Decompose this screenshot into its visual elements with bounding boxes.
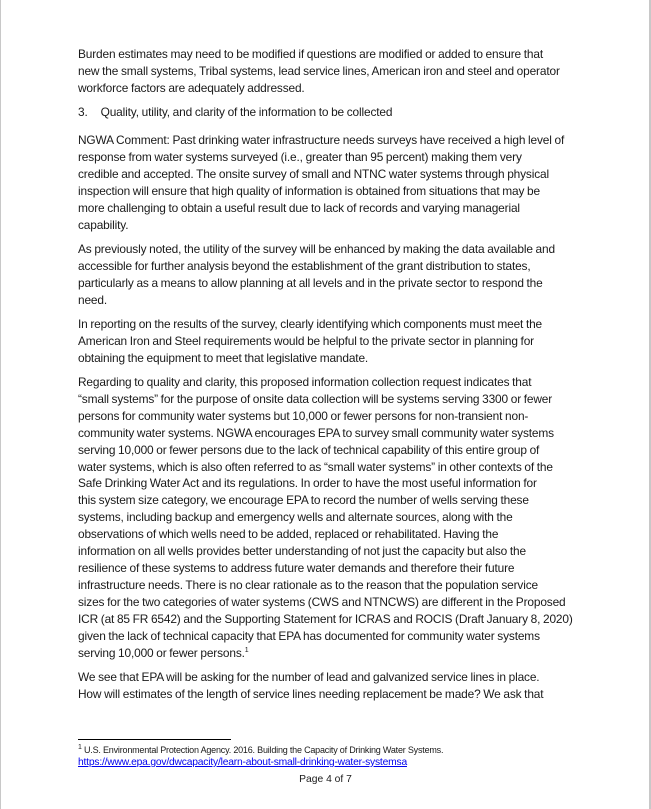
text-line: response from water systems surveyed (i.e., greater than 95 percent) making them very — [78, 149, 522, 164]
text-line: given the lack of technical capacity that EPA has documented for community water systems — [78, 628, 540, 643]
text-line: sizes for the two categories of water systems (CWS and NTNCWS) are different in the Proposed — [78, 594, 566, 609]
text-line: resilience of these systems to address future water demands and therefore their future — [78, 560, 515, 575]
page-edge-left — [0, 0, 1, 809]
section-title: Quality, utility, and clarity of the information to be collected — [100, 105, 393, 119]
footnote — [78, 744, 443, 769]
text-line: credible and accepted. The onsite survey of small and NTNC water systems through physical — [78, 166, 549, 181]
text-line: “small systems” for the purpose of onsite data collection will be systems serving 3300 or fewer — [78, 391, 553, 406]
text-line: ICR (at 85 FR 6542) and the Supporting Statement for ICRAS and ROCIS (Draft January 8, 2020) — [78, 611, 573, 626]
footnote-separator — [78, 739, 231, 740]
text-line: persons for community water systems but 10,000 or fewer persons for non-transient non- — [78, 408, 529, 423]
text-line: American Iron and Steel requirements would be helpful to the private sector in planning for — [78, 333, 534, 348]
text-line: observations of which wells need to be added, replaced or rehabilitated. Having the — [78, 527, 499, 542]
text-line: infrastructure needs. There is no clear rationale as to the reason that the population service — [78, 577, 538, 592]
text-line: inspection will ensure that high quality of information is obtained from situations that may be — [78, 183, 540, 198]
text-line: systems, including backup and emergency wells and alternate sources, along with the — [78, 510, 513, 525]
text-line: Burden estimates may need to be modified if questions are modified or added to ensure that — [78, 47, 544, 61]
footnote-text: U.S. Environmental Protection Agency. 2016. Building the Capacity of Drinking Water Systems. — [81, 745, 444, 755]
footnote-link[interactable]: https://www.epa.gov/dwcapacity/learn-about-small-drinking-water-systemsa — [78, 757, 407, 768]
text-line: In reporting on the results of the survey, clearly identifying which components must meet the — [78, 317, 543, 331]
text-line: this system size category, we encourage EPA to record the number of wells serving these — [78, 493, 529, 508]
text-line: Safe Drinking Water Act and its regulations. In order to have the most useful information for — [78, 476, 537, 491]
text-line: How will estimates of the length of service lines needing replacement be made? We ask that — [78, 686, 544, 701]
paragraph-utility — [78, 241, 578, 309]
paragraph-burden-estimates — [78, 46, 578, 97]
text-line: obtaining the equipment to meet that legislative mandate. — [78, 350, 369, 365]
paragraph-reporting — [78, 316, 578, 367]
footnote-marker: 1 — [78, 744, 82, 751]
text-line: Regarding to quality and clarity, this proposed information collection request indicates that — [78, 375, 532, 389]
page-number: Page 4 of 7 — [299, 774, 352, 785]
paragraph-quality-clarity — [78, 374, 578, 661]
text-line: As previously noted, the utility of the survey will be enhanced by making the data available and — [78, 242, 555, 256]
text-line: information on all wells provides better understanding of not just the capacity but also the — [78, 544, 526, 559]
section-heading — [78, 104, 578, 121]
text-line — [78, 645, 578, 662]
paragraph-service-lines — [78, 669, 578, 703]
footnote-citation — [78, 744, 443, 756]
text-line: new the small systems, Tribal systems, lead service lines, American iron and steel and operator — [78, 63, 560, 78]
text-line: workforce factors are adequately addressed. — [78, 80, 305, 95]
section-number: 3. — [78, 105, 88, 119]
text-line: We see that EPA will be asking for the number of lead and galvanized service lines in place. — [78, 670, 540, 684]
text-line: more challenging to obtain a useful result due to lack of records and varying managerial — [78, 200, 520, 215]
text-line: water systems, which is also often referred to as “small water systems” in other contexts of the — [78, 459, 553, 474]
footnote-reference[interactable]: 1 — [244, 646, 249, 654]
text-line: particularly as a means to allow planning at all levels and in the private sector to respond the — [78, 275, 543, 290]
text-line: capability. — [78, 217, 129, 232]
text-line: accessible for further analysis beyond the establishment of the grant distribution to states, — [78, 258, 531, 273]
text-line: NGWA Comment: Past drinking water infrastructure needs surveys have received a high level of — [78, 133, 565, 147]
paragraph-ngwa-comment — [78, 132, 578, 233]
text-line: community water systems. NGWA encourages EPA to survey small community water systems — [78, 425, 554, 440]
text-line: need. — [78, 292, 108, 307]
text-line: serving 10,000 or fewer persons due to the lack of technical capability of this entire group of — [78, 442, 540, 457]
text-fragment: serving 10,000 or fewer persons. — [78, 645, 245, 660]
